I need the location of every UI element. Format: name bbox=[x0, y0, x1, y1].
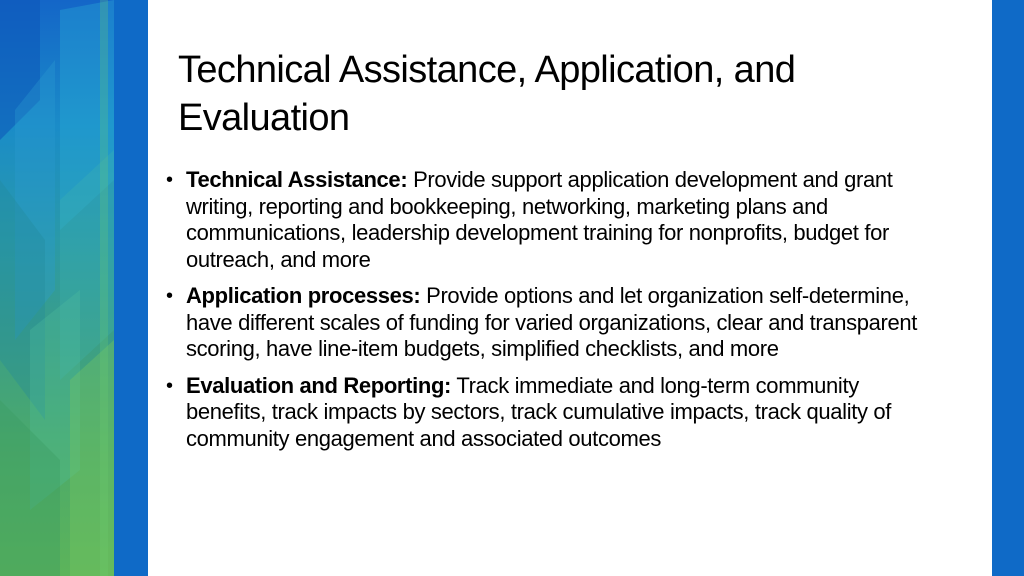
bullet-list bbox=[164, 167, 924, 462]
bullet-application-processes bbox=[164, 283, 924, 363]
bullet-label: Evaluation and Reporting: bbox=[186, 372, 452, 398]
slide-title: Technical Assistance, Application, and Evaluation bbox=[178, 49, 796, 139]
bullet-technical-assistance bbox=[164, 167, 924, 273]
bullet-icon: • bbox=[166, 374, 173, 397]
bullet-text: Provide options and let organization self-determine, have different scales of funding for varied organizations, clear and transparent scoring, have line-item budgets, simplified checklists, and more bbox=[186, 283, 918, 361]
bullet-icon: • bbox=[166, 285, 173, 307]
decorative-gradient-panel bbox=[0, 0, 114, 576]
geometric-pattern-icon bbox=[0, 0, 114, 576]
left-accent-band bbox=[114, 0, 148, 576]
bullet-label: Technical Assistance: bbox=[186, 167, 408, 192]
bullet-text: Provide support application development and grant writing, reporting and bookkeeping, networking, marketing plans and communications, leadership development training for nonprofits, budget for outreach, and more bbox=[186, 167, 893, 272]
bullet-icon: • bbox=[166, 169, 173, 191]
right-accent-band bbox=[992, 0, 1024, 576]
bullet-evaluation-reporting bbox=[164, 373, 924, 453]
bullet-label: Application processes: bbox=[186, 283, 421, 308]
bullet-text: Track immediate and long-term community benefits, track impacts by sectors, track cumulative impacts, track quality of community engagement and associated outcomes bbox=[186, 372, 892, 451]
